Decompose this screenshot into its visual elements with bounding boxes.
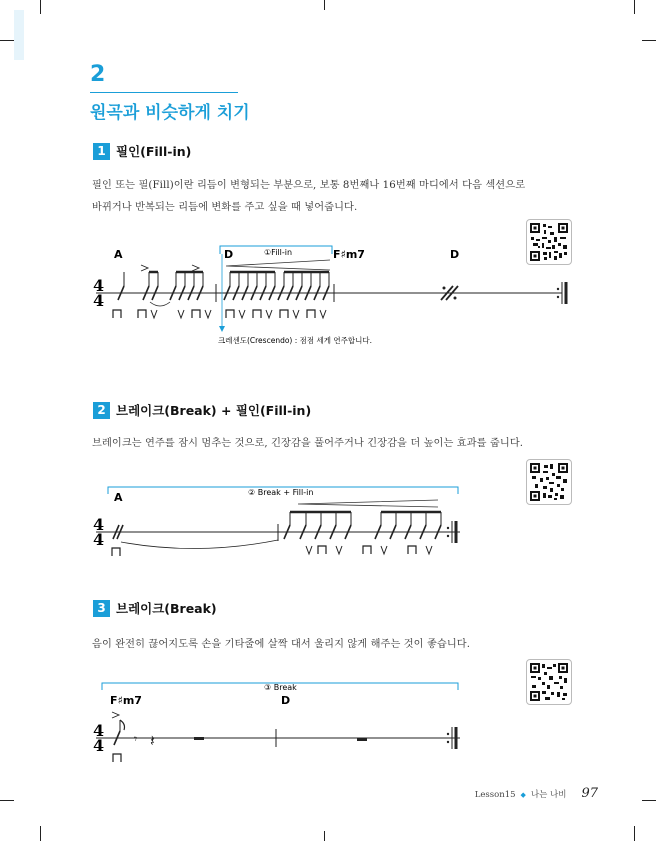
crop-mark [0,40,14,41]
time-signature-top: 4 [93,721,105,740]
section-number: 1 [93,143,110,160]
crescendo-hairpin [226,260,330,270]
crop-mark [324,0,325,10]
footer-title: 나는 나비 [530,790,567,800]
accent-icon [192,265,199,271]
section-3-text [92,634,592,656]
section-2-text [92,433,592,455]
text-line: 필인 또는 필(Fill)이란 리듬이 변형되는 부분으로, 보통 8번째나 16번째 마디에서 다음 섹션으로 [92,180,526,191]
text-line: 음이 완전히 끊어지도록 손을 기타줄에 살짝 대서 울리지 않게 해주는 것이 좋습니다. [92,639,471,650]
crop-mark [634,826,635,841]
chord-symbol: A [114,248,123,261]
tie [150,302,170,306]
section-1-text [92,175,592,219]
arrow-icon [219,326,225,332]
crop-mark [324,831,325,841]
chord-symbol: A [114,491,123,504]
time-signature-top: 4 [93,515,105,534]
score-2 [88,484,578,564]
section-number: 3 [93,600,110,617]
repeat-dot [447,741,449,743]
text-line: 바뀌거나 반복되는 리듬에 변화를 주고 싶을 때 넣어줍니다. [92,202,358,213]
repeat-dot [557,288,559,290]
diamond-icon: ◆ [520,791,526,799]
footer-lesson: Lesson15 [474,790,516,800]
repeat-dot [447,535,449,537]
bracket-label: ①Fill-in [264,248,293,257]
repeat-dot [447,733,449,735]
crop-mark [40,826,41,841]
section-2-heading [93,401,311,419]
page-number: 97 [581,786,598,801]
down-bow-icon [112,548,120,556]
repeat-dot [557,296,559,298]
repeat-dot [447,527,449,529]
note-stems [124,272,203,286]
accent-icon [141,265,148,271]
section-number: 2 [93,402,110,419]
chord-symbol: D [224,248,234,261]
chapter-divider [90,92,238,93]
chord-symbol: F♯m7 [333,248,365,261]
up-bow-icon [151,310,211,318]
time-signature-top: 4 [93,276,105,295]
chapter-title: 원곡과 비슷하게 치기 [90,103,250,123]
bracket-label: ② Break + Fill-in [248,488,314,497]
crop-mark [642,40,656,41]
eighth-rest-icon: 𝄾 [134,732,138,746]
down-bow-icon [113,754,121,762]
chord-symbol: D [281,694,291,707]
section-title: 브레이크(Break) + 필인(Fill-in) [116,403,312,418]
crescendo-hairpin [298,500,438,507]
time-signature-bottom: 4 [93,736,105,755]
eighth-flag [120,720,125,730]
note-stems [290,512,441,525]
accent-icon [112,712,119,718]
section-title: 브레이크(Break) [116,601,217,616]
section-3-heading [93,599,217,617]
quarter-rest-icon: 𝄽 [150,731,155,750]
whole-rest-icon [357,738,367,741]
crop-mark [0,800,14,801]
up-bow-icon [239,310,326,318]
section-1-heading [93,142,191,160]
crop-mark [634,0,635,14]
time-signature-bottom: 4 [93,530,105,549]
down-bow-icon [318,546,416,554]
score-1 [88,240,578,355]
note-stems [230,272,329,286]
section-title: 필인(Fill-in) [116,144,192,159]
half-rest-icon [194,737,204,740]
crop-mark [40,0,41,14]
text-line: 브레이크는 연주를 잠시 멈추는 것으로, 긴장감을 풀어주거나 긴장감을 더 높이는 효과를 줍니다. [92,438,524,449]
page-footer [475,786,598,801]
crescendo-note: 크레센도(Crescendo) : 점점 세게 연주합니다. [218,336,373,345]
crop-mark [642,800,656,801]
up-bow-icon [306,546,432,554]
chapter-tab [14,10,24,60]
tie [121,540,278,549]
score-3 [88,680,578,770]
chord-symbol: F♯m7 [110,694,142,707]
bracket-label: ③ Break [264,683,297,692]
time-signature-bottom: 4 [93,291,105,310]
chapter-number: 2 [90,62,106,87]
chord-symbol: D [450,248,460,261]
